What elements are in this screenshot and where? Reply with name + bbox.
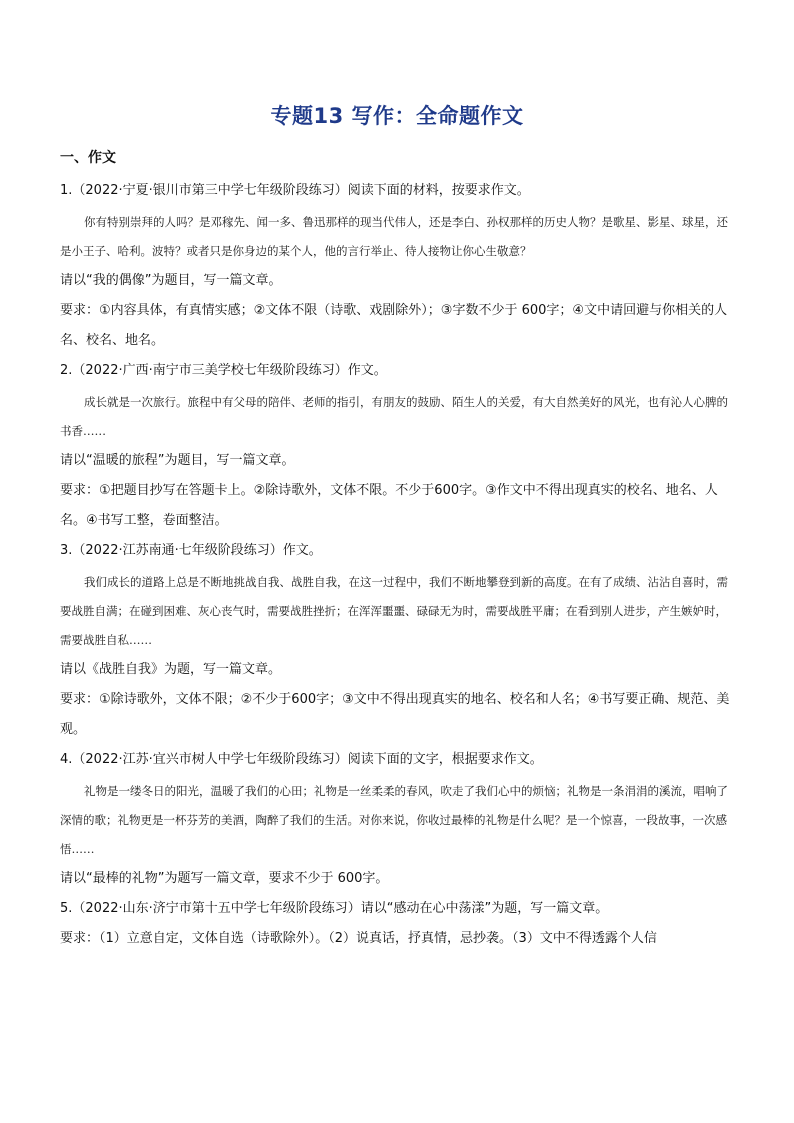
- question-header: 2.（2022·广西·南宁市三美学校七年级阶段练习）作文。: [60, 363, 387, 378]
- section-heading: 一、作文: [60, 150, 116, 166]
- question-4: [60, 745, 735, 894]
- question-5: [60, 894, 735, 954]
- page-title: 专题13 写作：全命题作文: [270, 104, 524, 128]
- question-header: 1.（2022·宁夏·银川市第三中学七年级阶段练习）阅读下面的材料，按要求作文。: [60, 183, 530, 198]
- question-prompt: 请以“温暖的旅程”为题目，写一篇文章。: [60, 453, 295, 468]
- question-requirement: 要求：（1）立意自定，文体自选（诗歌除外）。（2）说真话，抒真情，忌抄袭。（3）文中不得透露个人信: [60, 931, 657, 946]
- question-2: [60, 356, 735, 536]
- question-prompt: 请以《战胜自我》为题，写一篇文章。: [60, 662, 282, 677]
- question-requirement: 要求：①把题目抄写在答题卡上。②除诗歌外，文体不限。不少于600字。③作文中不得出现真实的校名、地名、人名。④书写工整，卷面整洁。: [60, 483, 718, 528]
- question-prompt: 请以“最棒的礼物”为题写一篇文章，要求不少于 600字。: [60, 871, 389, 886]
- question-header: 5.（2022·山东·济宁市第十五中学七年级阶段练习）请以“感动在心中荡漾”为题，写一篇文章。: [60, 901, 609, 916]
- question-prompt: 请以“我的偶像”为题目，写一篇文章。: [60, 273, 282, 288]
- question-material: 成长就是一次旅行。旅程中有父母的陪伴、老师的指引，有朋友的鼓励、陌生人的关爱，有大自然美好的风光，也有沁人心脾的书香……: [60, 395, 728, 438]
- question-requirement: 要求：①除诗歌外，文体不限；②不少于600字；③文中不得出现真实的地名、校名和人名；④书写要正确、规范、美观。: [60, 692, 730, 737]
- question-1: [60, 176, 735, 356]
- question-material: 你有特别崇拜的人吗？是邓稼先、闻一多、鲁迅那样的现当代伟人，还是李白、孙权那样的历史人物？是歌星、影星、球星，还是小王子、哈利。波特？或者只是你身边的某个人，他的言行举止、待人接物让你心生敬意？: [60, 215, 728, 258]
- question-requirement: 要求：①内容具体，有真情实感；②文体不限（诗歌、戏剧除外）；③字数不少于 600字；④文中请回避与你相关的人名、校名、地名。: [60, 303, 728, 348]
- document-body: [60, 176, 735, 954]
- question-material: 礼物是一缕冬日的阳光，温暖了我们的心田；礼物是一丝柔柔的春风，吹走了我们心中的烦恼；礼物是一条涓涓的溪流，唱响了深情的歌；礼物更是一杯芬芳的美酒，陶醉了我们的生活。对你来说，你收过最棒的礼物是什么呢？是一个惊喜，一段故事，一次感悟……: [60, 784, 728, 856]
- question-header: 4.（2022·江苏·宜兴市树人中学七年级阶段练习）阅读下面的文字，根据要求作文。: [60, 752, 543, 767]
- question-header: 3.（2022·江苏南通·七年级阶段练习）作文。: [60, 543, 322, 558]
- question-3: [60, 536, 735, 745]
- question-material: 我们成长的道路上总是不断地挑战自我、战胜自我，在这一过程中，我们不断地攀登到新的高度。在有了成绩、沾沾自喜时，需要战胜自满；在碰到困难、灰心丧气时，需要战胜挫折；在浑浑噩噩、碌碌无为时，需要战胜平庸；在看到别人进步，产生嫉妒时，需要战胜自私……: [60, 575, 728, 647]
